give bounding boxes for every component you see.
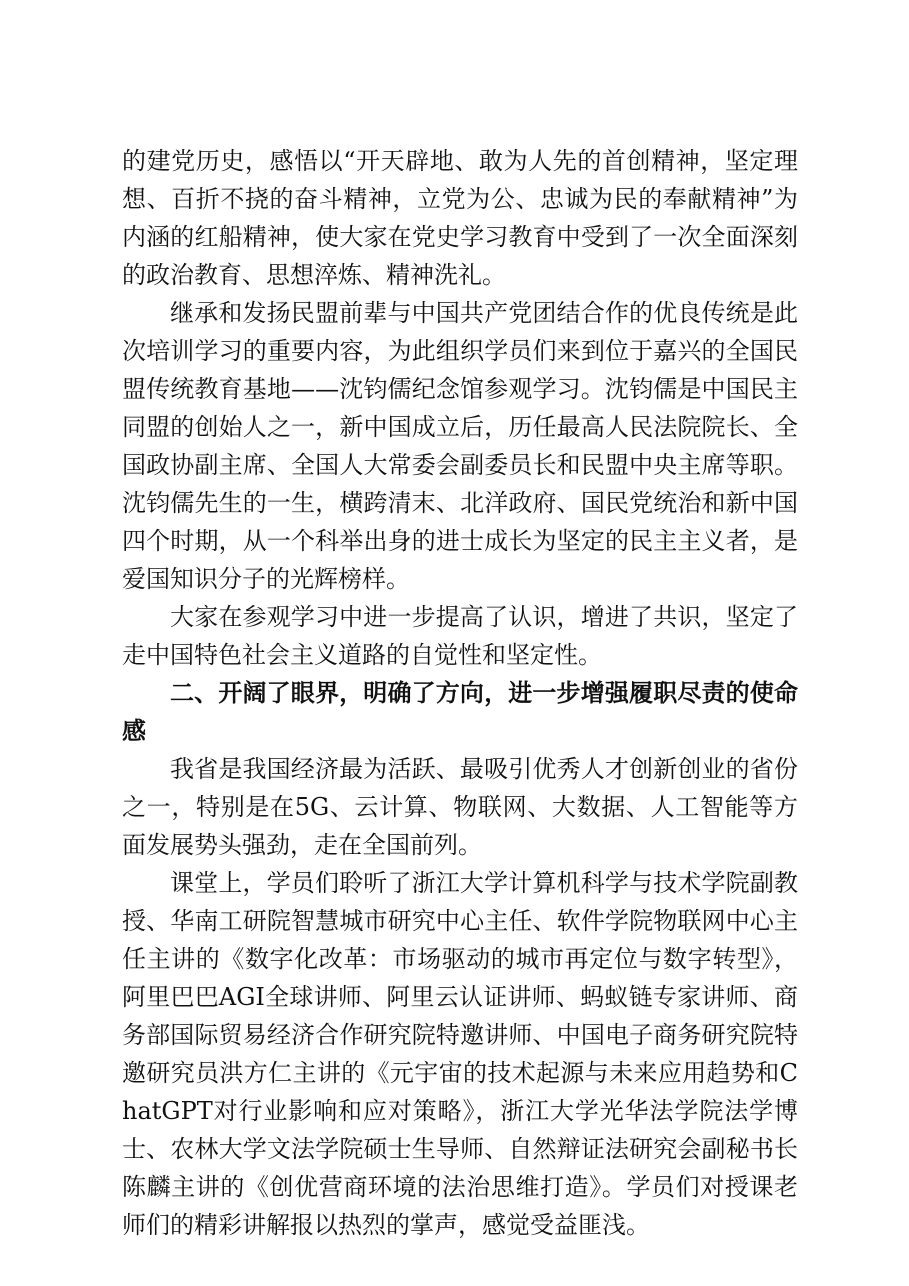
document-body [122,142,798,1244]
paragraph-shen-junru-memorial: 继承和发扬民盟前辈与中国共产党团结合作的优良传统是此次培训学习的重要内容，为此组织学员们来到位于嘉兴的全国民盟传统教育基地——沈钧儒纪念馆参观学习。沈钧儒是中国民主同盟的创始人之一，新中国成立后，历任最高人民法院院长、全国政协副主席、全国人大常委会副委员长和民盟中央主席等职。沈钧儒先生的一生，横跨清末、北洋政府、国民党统治和新中国四个时期，从一个科举出身的进士成长为坚定的民主主义者，是爱国知识分子的光辉榜样。 [122,299,798,593]
section-heading-two: 二、开阔了眼界，明确了方向，进一步增强履职尽责的使命感 [122,679,798,745]
paragraph-province-economy: 我省是我国经济最为活跃、最吸引优秀人才创新创业的省份之一，特别是在5G、云计算、物联网、大数据、人工智能等方面发展势头强劲，走在全国前列。 [122,755,798,859]
paragraph-party-history: 的建党历史，感悟以“开天辟地、敢为人先的首创精神，坚定理想、百折不挠的奋斗精神，立党为公、忠诚为民的奉献精神”为内涵的红船精神，使大家在党史学习教育中受到了一次全面深刻的政治教育、思想淬炼、精神洗礼。 [122,147,798,289]
paragraph-lectures: 课堂上，学员们聆听了浙江大学计算机科学与技术学院副教授、华南工研院智慧城市研究中心主任、软件学院物联网中心主任主讲的《数字化改革：市场驱动的城市再定位与数字转型》，阿里巴巴AGI全球讲师、阿里云认证讲师、蚂蚁链专家讲师、商务部国际贸易经济合作研究院特邀讲师、中国电子商务研究院特邀研究员洪方仁主讲的《元宇宙的技术起源与未来应用趋势和C hatGPT对行业影响和应对策略》，浙江大学光华法学院法学博士、农林大学文法学院硕士生导师、自然辩证法研究会副秘书长陈麟主讲的《创优营商环境的法治思维打造》。学员们对授课老师们的精彩讲解报以热烈的掌声，感觉受益匪浅。 [122,869,798,1239]
paragraph-consensus: 大家在参观学习中进一步提高了认识，增进了共识，坚定了走中国特色社会主义道路的自觉性和坚定性。 [122,603,798,669]
